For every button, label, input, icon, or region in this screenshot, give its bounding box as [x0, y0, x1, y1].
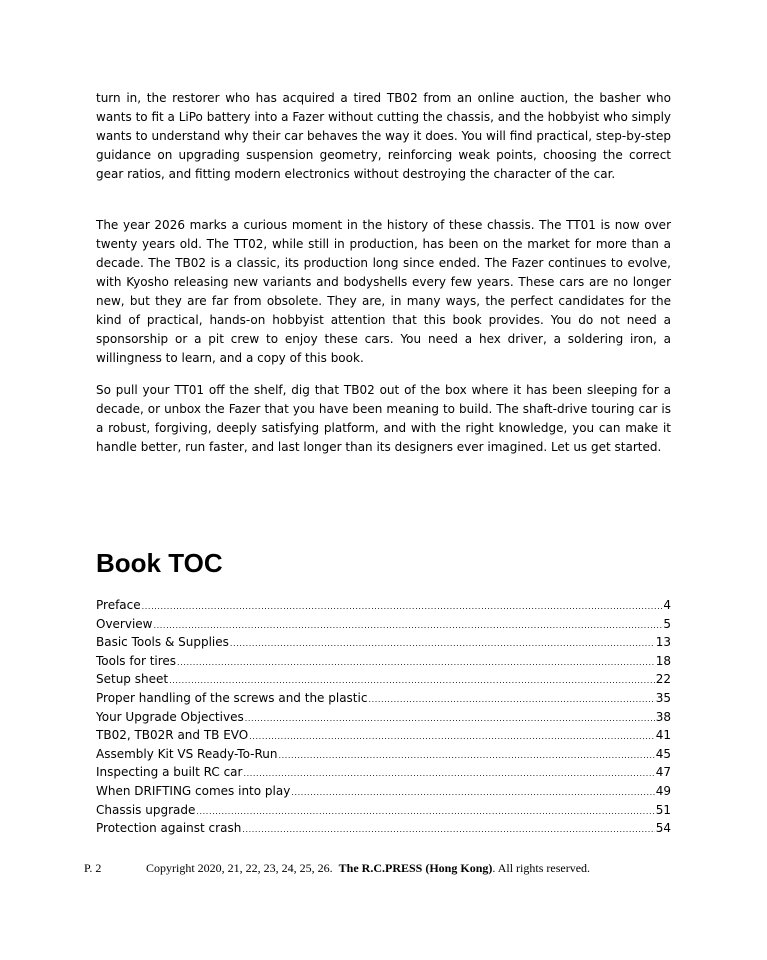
- footer-page-number: P. 2: [84, 861, 102, 875]
- toc-dot-leader: [242, 821, 654, 840]
- toc-entry-title: Chassis upgrade: [96, 802, 196, 817]
- toc-entry-screws-plastic[interactable]: [96, 689, 671, 708]
- toc-dot-leader: [230, 635, 655, 654]
- toc-entry-page: 49: [655, 783, 671, 798]
- toc-entry-preface[interactable]: [96, 596, 671, 615]
- toc-entry-page: 41: [655, 728, 671, 743]
- toc-entry-chassis-upgrade[interactable]: [96, 801, 671, 820]
- toc-entry-title: Overview: [96, 616, 153, 631]
- toc-entry-upgrade-objectives[interactable]: [96, 708, 671, 727]
- toc-entry-page: 22: [655, 672, 671, 687]
- toc-dot-leader: [291, 784, 654, 803]
- toc-entry-title: Assembly Kit VS Ready-To-Run: [96, 746, 278, 761]
- toc-dot-leader: [154, 617, 663, 636]
- toc-dot-leader: [278, 747, 654, 766]
- toc-entry-title: TB02, TB02R and TB EVO: [96, 728, 249, 743]
- footer-publisher: The R.C.PRESS (Hong Kong): [338, 861, 493, 875]
- toc-entry-tb02[interactable]: [96, 726, 671, 745]
- toc-entry-tools-for-tires[interactable]: [96, 652, 671, 671]
- toc-entry-page: 35: [655, 690, 671, 705]
- toc-entry-page: 13: [655, 635, 671, 650]
- toc-entry-page: 5: [663, 616, 671, 631]
- toc-entry-setup-sheet[interactable]: [96, 670, 671, 689]
- toc-entry-page: 47: [655, 765, 671, 780]
- toc-entry-overview[interactable]: [96, 615, 671, 634]
- toc-entry-title: Your Upgrade Objectives: [96, 709, 244, 724]
- toc-entry-title: Preface: [96, 598, 141, 612]
- toc-entry-drifting[interactable]: [96, 782, 671, 801]
- toc-heading: Book TOC: [96, 548, 223, 578]
- footer-rights: . All rights reserved.: [492, 861, 591, 875]
- toc-entry-title: Proper handling of the screws and the plastic: [96, 690, 368, 705]
- toc-entry-crash-protection[interactable]: [96, 819, 671, 838]
- toc-dot-leader: [249, 728, 654, 747]
- toc-dot-leader: [245, 710, 655, 729]
- toc-entry-page: 45: [655, 746, 671, 761]
- body-paragraph: The year 2026 marks a curious moment in the history of these chassis. The TT01 is now over twenty years old. The TT02, while still in production, has been on the market for more than a decade. The TB02 is a classic, its production long since ended. The Fazer continues to evolve, with Kyosho releasing new variants and bodyshells every few years. These cars are no longer new, but they are far from obsolete. They are, in many ways, the perfect candidates for the kind of practical, hands-on hobbyist attention that this book provides. You do not need a sponsorship or a pit crew to enjoy these cars. You need a hex driver, a soldering iron, a willingness to learn, and a copy of this book.: [96, 218, 671, 365]
- toc-entry-page: 38: [655, 709, 671, 724]
- toc-dot-leader: [196, 803, 654, 822]
- toc-dot-leader: [177, 654, 655, 673]
- body-paragraph: turn in, the restorer who has acquired a tired TB02 from an online auction, the basher who wants to fit a LiPo battery into a Fazer without cutting the chassis, and the hobbyist who simply wants to understand why their car behaves the way it does. You will find practical, step-by-step guidance on upgrading suspension geometry, reinforcing weak points, choosing the correct gear ratios, and fitting modern electronics without destroying the character of the car.: [96, 91, 671, 181]
- toc-entry-page: 51: [655, 802, 671, 817]
- toc-entry-page: 18: [655, 653, 671, 668]
- toc-entry-page: 54: [655, 821, 671, 836]
- toc-entry-title: Protection against crash: [96, 821, 242, 836]
- toc-entry-title: Basic Tools & Supplies: [96, 635, 229, 650]
- toc-dot-leader: [368, 691, 654, 710]
- toc-list: [96, 596, 671, 838]
- footer-copyright: Copyright 2020, 21, 22, 23, 24, 25, 26.: [146, 861, 333, 875]
- toc-entry-title: When DRIFTING comes into play: [96, 783, 291, 798]
- toc-entry-assembly-kit[interactable]: [96, 745, 671, 764]
- toc-entry-basic-tools[interactable]: [96, 633, 671, 652]
- toc-entry-title: Tools for tires: [96, 653, 177, 668]
- page-footer: [84, 861, 590, 875]
- toc-entry-inspecting[interactable]: [96, 763, 671, 782]
- toc-dot-leader: [243, 765, 654, 784]
- toc-entry-title: Setup sheet: [96, 672, 169, 687]
- toc-entry-title: Inspecting a built RC car: [96, 765, 243, 780]
- toc-dot-leader: [142, 598, 663, 617]
- toc-entry-page: 4: [663, 598, 671, 612]
- body-paragraph: So pull your TT01 off the shelf, dig that TB02 out of the box where it has been sleeping for a decade, or unbox the Fazer that you have been meaning to build. The shaft-drive touring car is a robust, forgiving, deeply satisfying platform, and with the right knowledge, you can make it handle better, run faster, and last longer than its designers ever imagined. Let us get started.: [96, 383, 671, 454]
